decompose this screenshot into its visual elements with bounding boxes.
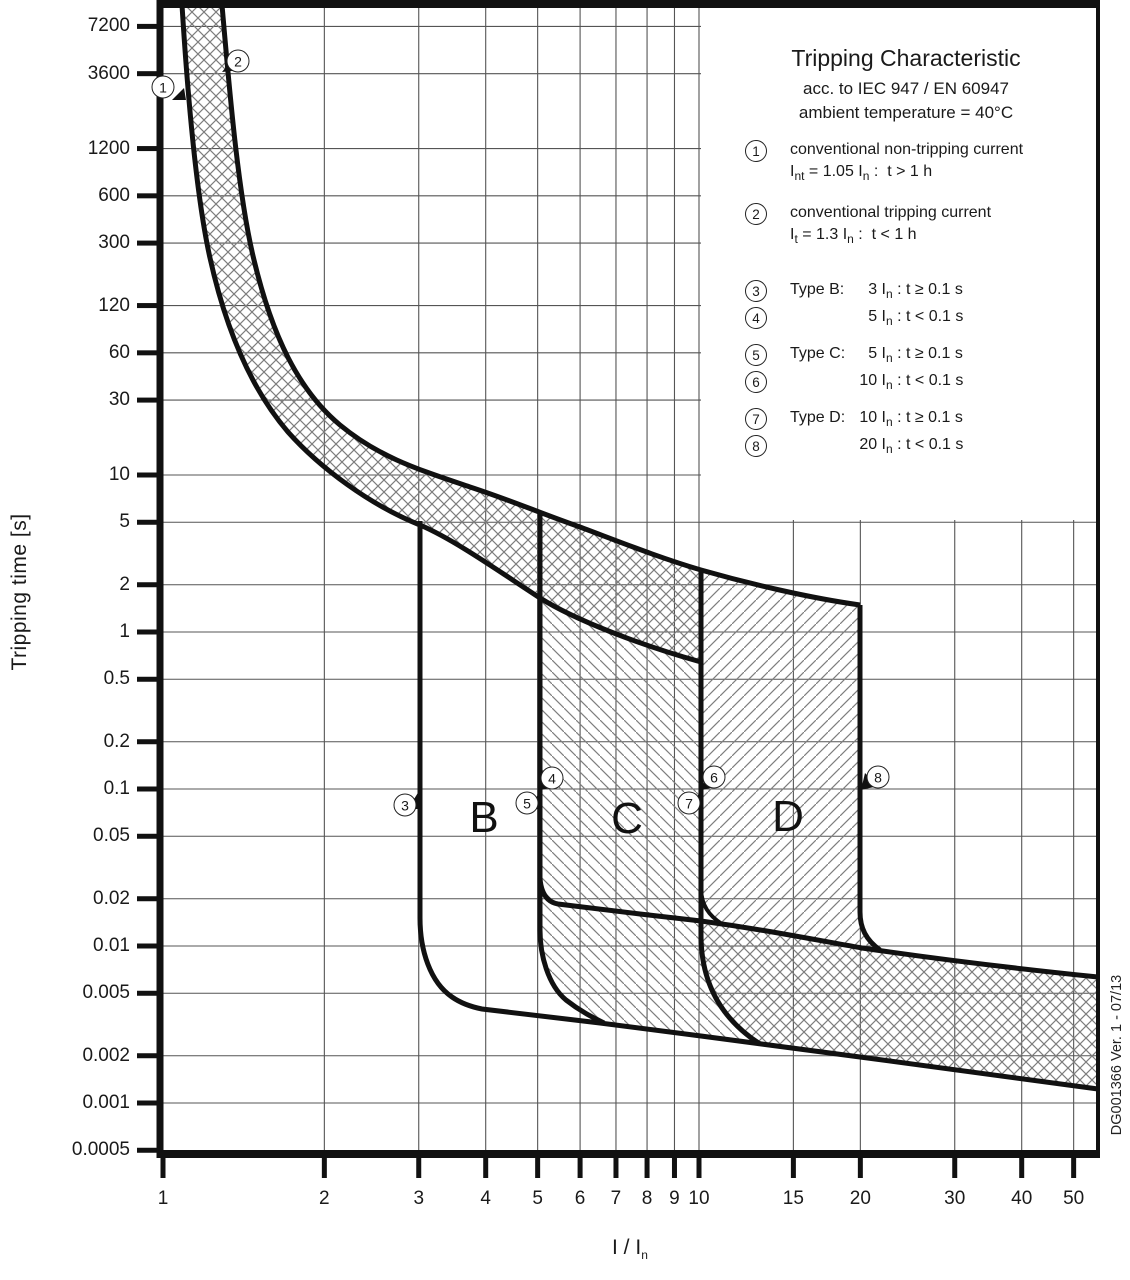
y-axis-title: Tripping time [s]: [8, 513, 31, 671]
legend-formula-1: $I_{nt} = 1.05$ $I_n$ : t > 1 h: [790, 163, 933, 184]
x-tick-mark: [416, 1158, 421, 1178]
curve-marker-6: 6: [703, 766, 726, 789]
legend-circle-2: 2: [745, 203, 767, 225]
x-tick-mark: [613, 1158, 618, 1178]
x-tick-label: 5: [532, 1188, 543, 1209]
legend-type-c-bottom: 10 $I_n$ : t < 0.1 s: [859, 372, 964, 393]
curve-marker-2: 2: [227, 50, 250, 73]
y-tick-label: 0.002: [82, 1044, 130, 1066]
x-tick-mark: [952, 1158, 957, 1178]
curve-marker-5: 5: [516, 792, 539, 815]
x-tick-mark: [1019, 1158, 1024, 1178]
legend-circle-6: 6: [745, 371, 767, 393]
x-tick-mark: [535, 1158, 540, 1178]
x-tick-mark: [578, 1158, 583, 1178]
legend-type-c-label: Type C:: [790, 345, 846, 362]
x-tick-mark: [858, 1158, 863, 1178]
y-tick-label: 0.0005: [71, 1139, 130, 1161]
x-tick-label: 9: [669, 1188, 680, 1209]
y-tick-label: 7200: [87, 15, 130, 37]
y-tick-label: 0.1: [103, 778, 130, 799]
y-tick-label: 0.01: [93, 935, 130, 956]
x-tick-mark: [645, 1158, 650, 1178]
chart-subtitle-temperature: ambient temperature = 40°C: [798, 103, 1014, 122]
x-tick-label: 15: [782, 1188, 804, 1209]
x-tick-label: 1: [157, 1188, 169, 1209]
curve-marker-8: 8: [867, 766, 890, 789]
x-tick-mark: [672, 1158, 677, 1178]
legend-type-c-top: 5 $I_n$ : t ≥ 0.1 s: [868, 345, 963, 366]
legend-circle-4: 4: [745, 307, 767, 329]
x-tick-label: 30: [944, 1188, 966, 1209]
x-tick-mark: [1071, 1158, 1076, 1178]
x-tick-label: 2: [319, 1188, 330, 1209]
legend-type-b-top: 3 $I_n$ : t ≥ 0.1 s: [868, 281, 963, 302]
y-tick-label: 3600: [87, 62, 130, 84]
y-tick-label: 0.2: [103, 730, 130, 752]
x-tick-label: 7: [610, 1188, 622, 1209]
legend-circle-3: 3: [745, 280, 767, 302]
region-label-b: B: [469, 793, 499, 842]
x-tick-label: 3: [413, 1188, 425, 1209]
x-tick-mark: [161, 1158, 166, 1178]
legend-circle-5: 5: [745, 344, 767, 366]
y-tick-label: 2: [119, 573, 130, 595]
x-tick-label: 4: [480, 1188, 491, 1209]
chart-title: Tripping Characteristic: [791, 45, 1021, 71]
chart-subtitle-standard: acc. to IEC 947 / EN 60947: [802, 79, 1009, 98]
y-tick-label: 0.02: [93, 887, 130, 909]
x-axis-title: [612, 1236, 648, 1262]
legend-title-1: conventional non-tripping current: [790, 141, 1024, 158]
y-tick-label: 0.5: [103, 668, 130, 690]
y-tick-label: 5: [119, 511, 130, 533]
region-label-c: C: [611, 794, 643, 843]
y-tick-label: 60: [108, 341, 130, 363]
x-tick-mark: [697, 1158, 702, 1178]
legend-circle-1: 1: [745, 140, 767, 162]
legend-circle-7: 7: [745, 408, 767, 430]
y-tick-label: 1200: [87, 137, 130, 159]
y-tick-label: 300: [98, 232, 130, 254]
y-tick-label: 10: [108, 464, 130, 485]
x-tick-label: 50: [1063, 1188, 1085, 1209]
x-tick-label: 40: [1011, 1188, 1033, 1209]
legend-type-d-label: Type D:: [790, 409, 846, 426]
legend-type-d-top: 10 $I_n$ : t ≥ 0.1 s: [859, 409, 963, 430]
y-tick-label: 1: [119, 621, 130, 642]
y-tick-label: 0.001: [82, 1092, 130, 1113]
type-d-region: [701, 570, 880, 950]
legend-type-b-bottom: 5 $I_n$ : t < 0.1 s: [868, 308, 964, 329]
y-tick-label: 30: [108, 389, 130, 411]
legend-type-b-label: Type B:: [790, 281, 845, 298]
x-tick-mark: [322, 1158, 327, 1178]
x-tick-label: 6: [574, 1188, 586, 1209]
curve-marker-7: 7: [678, 792, 701, 815]
legend-type-d-bottom: 20 $I_n$ : t < 0.1 s: [859, 436, 964, 457]
legend-formula-2: $I_t = 1.3$ $I_n$ : t < 1 h: [790, 226, 917, 247]
y-tick-label: 600: [98, 184, 130, 206]
y-tick-label: 120: [98, 294, 130, 316]
thermal-band-region: [182, 5, 701, 662]
x-tick-label: 8: [641, 1188, 653, 1209]
x-axis-title-sub: n: [641, 1248, 648, 1263]
x-tick-mark: [483, 1158, 488, 1178]
curve-marker-4: 4: [541, 767, 564, 790]
curve-marker-3: 3: [394, 794, 417, 817]
x-tick-mark: [791, 1158, 796, 1178]
legend-title-2: conventional tripping current: [790, 204, 992, 221]
region-label-d: D: [772, 792, 804, 841]
y-tick-label: 0.05: [93, 825, 130, 847]
x-tick-label: 20: [849, 1188, 871, 1209]
x-tick-label: 10: [688, 1188, 710, 1209]
curve-marker-1: 1: [152, 76, 175, 99]
x-axis-title-base: I / I: [612, 1236, 642, 1259]
y-tick-label: 0.005: [82, 982, 130, 1004]
legend-circle-8: 8: [745, 435, 767, 457]
document-reference: DG001366 Ver. 1 - 07/13: [1109, 974, 1125, 1136]
